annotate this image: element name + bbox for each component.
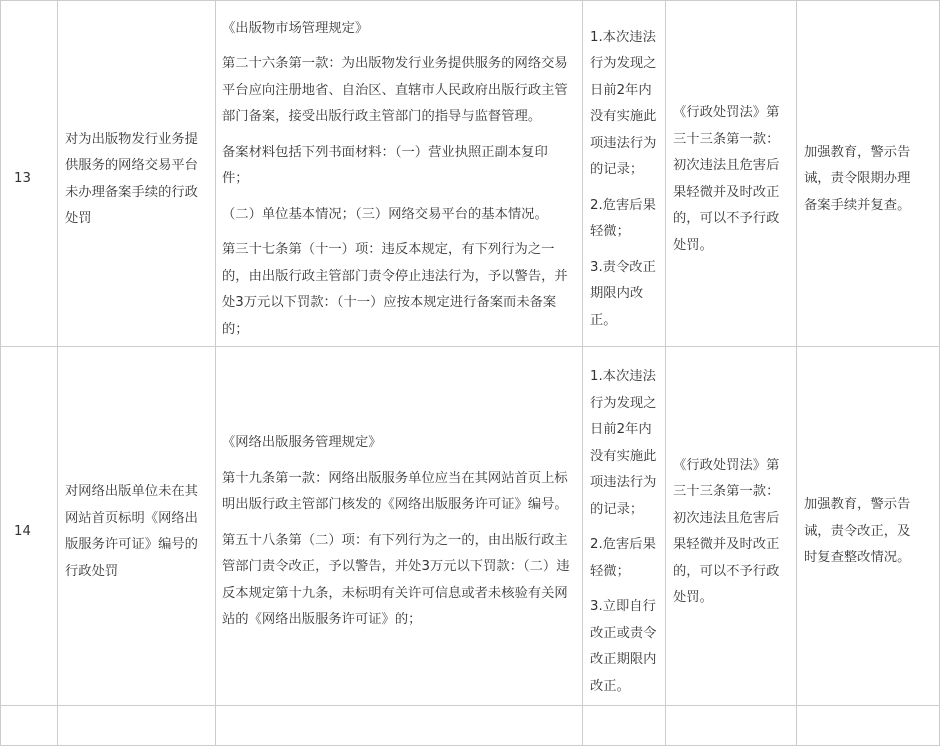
- legal-basis-paragraph: 备案材料包括下列书面材料：（一）营业执照正副本复印件；: [222, 144, 548, 187]
- table-cell: [58, 706, 216, 746]
- condition-item: 3.责令改正期限内改正。: [590, 259, 656, 328]
- measures-text: 加强教育，警示告诫，责令改正，及时复查整改情况。: [804, 497, 911, 566]
- table-cell: [216, 706, 583, 746]
- measures-text: 加强教育，警示告诫，责令限期办理备案手续并复查。: [804, 144, 911, 213]
- table-cell: [797, 706, 940, 746]
- regulation-title: 《出版物市场管理规定》: [222, 20, 369, 36]
- legal-basis-paragraph: 第五十八条第（二）项：有下列行为之一的，由出版行政主管部门责令改正，予以警告，并处3万元以下罚款：（二）违反本规定第十九条，未标明有关许可信息或者未核验有关网站的《网络出版服务许可证》的；: [222, 532, 570, 628]
- condition-item: 3.立即自行改正或责令改正期限内改正。: [590, 599, 657, 694]
- condition-item: 1.本次违法行为发现之日前2年内没有实施此项违法行为的记录；: [590, 369, 657, 517]
- exemption-basis-text: 《行政处罚法》第三十三条第一款：初次违法且危害后果轻微并及时改正的，可以不予行政处罚。: [673, 105, 780, 253]
- exemption-basis-cell: [666, 347, 797, 706]
- legal-basis-paragraph: 第十九条第一款：网络出版服务单位应当在其网站首页上标明出版行政主管部门核发的《网络出版服务许可证》编号。: [222, 470, 568, 513]
- item-name: 对网络出版单位未在其网站首页标明《网络出版服务许可证》编号的行政处罚: [65, 484, 198, 579]
- table-cell: [1, 706, 58, 746]
- exemption-conditions-cell: [583, 347, 666, 706]
- legal-basis-paragraph: 第二十六条第一款：为出版物发行业务提供服务的网络交易平台应向注册地省、自治区、直辖市人民政府出版行政主管部门备案，接受出版行政主管部门的指导与监督管理。: [222, 56, 568, 125]
- row-number: 14: [14, 523, 31, 539]
- condition-item: 2.危害后果轻微；: [590, 197, 656, 240]
- row-number: 13: [14, 171, 31, 187]
- exemption-basis-text: 《行政处罚法》第三十三条第一款：初次违法且危害后果轻微并及时改正的，可以不予行政处罚。: [673, 457, 780, 605]
- row-number-cell: [1, 1, 58, 347]
- measures-cell: [797, 1, 940, 347]
- exemption-conditions-cell: [583, 1, 666, 347]
- table-cell: [583, 706, 666, 746]
- legal-basis-cell: [216, 347, 583, 706]
- exemption-basis-cell: [666, 1, 797, 347]
- measures-cell: [797, 347, 940, 706]
- legal-basis-paragraph: （二）单位基本情况；（三）网络交易平台的基本情况。: [222, 206, 548, 222]
- item-name-cell: [58, 347, 216, 706]
- row-number-cell: [1, 347, 58, 706]
- condition-item: 1.本次违法行为发现之日前2年内没有实施此项违法行为的记录；: [590, 29, 657, 178]
- table-row: [1, 347, 940, 706]
- legal-basis-paragraph: 第三十七条第（十一）项：违反本规定，有下列行为之一的，由出版行政主管部门责令停止违法行为，予以警告，并处3万元以下罚款：（十一）应按本规定进行备案而未备案的；: [222, 242, 568, 337]
- item-name: 对为出版物发行业务提供服务的网络交易平台未办理备案手续的行政处罚: [65, 131, 198, 226]
- condition-item: 2.危害后果轻微；: [590, 537, 656, 579]
- table-cell: [666, 706, 797, 746]
- legal-basis-cell: [216, 1, 583, 347]
- regulation-title: 《网络出版服务管理规定》: [222, 435, 382, 451]
- table-row: [1, 706, 940, 746]
- table-row: [1, 1, 940, 347]
- item-name-cell: [58, 1, 216, 347]
